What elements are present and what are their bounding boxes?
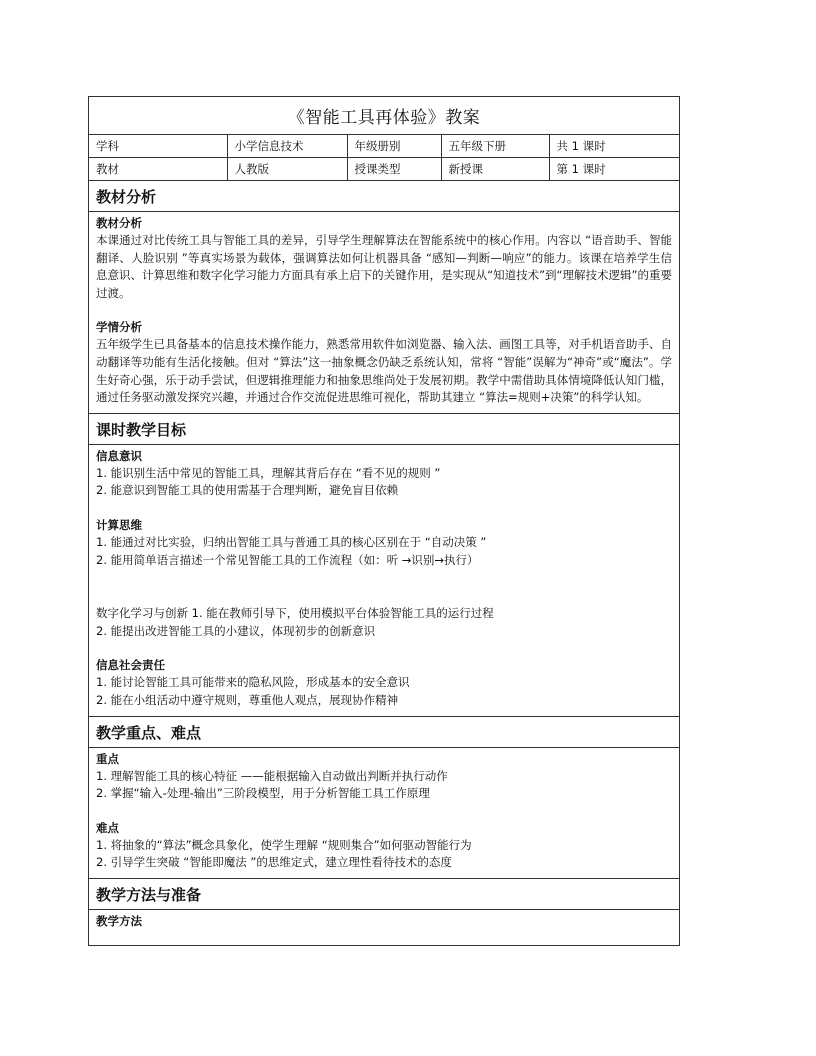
section-heading-methods: 教学方法与准备 <box>89 879 679 910</box>
subheading-learner: 学情分析 <box>96 320 142 335</box>
subheading-social-responsibility: 信息社会责任 <box>96 658 165 673</box>
subheading-info-awareness: 信息意识 <box>96 448 142 463</box>
table-row <box>89 135 679 158</box>
list-item: 1. 能通过对比实验，归纳出智能工具与普通工具的核心区别在于 “自动决策 ” <box>96 534 487 549</box>
table-row <box>89 158 679 181</box>
subheading-key-points: 重点 <box>96 751 119 766</box>
section-heading-keypoints: 教学重点、难点 <box>89 717 679 748</box>
list-item: 2. 能提出改进智能工具的小建议，体现初步的创新意识 <box>96 623 376 638</box>
list-item: 1. 能识别生活中常见的智能工具，理解其背后存在 “看不见的规则 ” <box>96 465 441 480</box>
table-cell: 新授课 <box>441 158 549 181</box>
table-cell: 小学信息技术 <box>227 135 347 158</box>
table-cell: 第 1 课时 <box>549 158 679 181</box>
list-item: 2. 掌握“输入-处理-输出”三阶段模型，用于分析智能工具工作原理 <box>96 786 430 801</box>
subheading-computational-thinking: 计算思维 <box>96 517 142 532</box>
course-info-table <box>89 135 679 181</box>
list-item: 2. 能在小组活动中遵守规则，尊重他人观点，展现协作精神 <box>96 692 399 707</box>
document-title: 《智能工具再体验》教案 <box>89 97 679 135</box>
table-cell: 人教版 <box>227 158 347 181</box>
list-item: 2. 引导学生突破 “智能即魔法 ”的思维定式，建立理性看待技术的态度 <box>96 855 452 870</box>
subheading-difficult-points: 难点 <box>96 820 119 835</box>
section-heading-analysis: 教材分析 <box>89 181 679 212</box>
list-item: 2. 能意识到智能工具的使用需基于合理判断，避免盲目依赖 <box>96 483 399 498</box>
section-body-methods <box>89 910 679 936</box>
table-cell: 教材 <box>89 158 227 181</box>
table-cell: 五年级下册 <box>441 135 549 158</box>
section-body-analysis <box>89 212 679 414</box>
list-item: 1. 将抽象的“算法”概念具象化，使学生理解 “规则集合”如何驱动智能行为 <box>96 837 472 852</box>
section-body-goals <box>89 445 679 717</box>
table-cell: 授课类型 <box>347 158 441 181</box>
list-item: 1. 理解智能工具的核心特征 ——能根据输入自动做出判断并执行动作 <box>96 768 448 783</box>
subheading-material: 教材分析 <box>96 216 142 230</box>
section-heading-goals: 课时教学目标 <box>89 414 679 445</box>
table-cell: 共 1 课时 <box>549 135 679 158</box>
list-item: 数字化学习与创新 1. 能在教师引导下，使用模拟平台体验智能工具的运行过程 <box>96 606 494 621</box>
paragraph-learner: 五年级学生已具备基本的信息技术操作能力，熟悉常用软件如浏览器、输入法、画图工具等，对手机语音助手、自动翻译等功能有生活化接触。但对 “算法”这一抽象概念仍缺乏系统认知，常将 “智能”误解为“神奇”或“魔法”。学生好奇心强，乐于动手尝试，但逻辑推理能力和抽象思维尚处于发展初期。教学中需借助具体情境降低认知门槛，通过任务驱动激发探究兴趣，并通过合作交流促进思维可视化，帮助其建立 “算法=规则+决策”的科学认知。 <box>96 337 672 405</box>
list-item: 2. 能用简单语言描述一个常见智能工具的工作流程（如：听 →识别→执行） <box>96 552 479 567</box>
subheading-teaching-methods: 教学方法 <box>96 913 142 928</box>
paragraph-material: 本课通过对比传统工具与智能工具的差异，引导学生理解算法在智能系统中的核心作用。内容以 “语音助手、智能翻译、人脸识别 ”等真实场景为载体，强调算法如何让机器具备 “感知—判断—响应”的能力。该课在培养学生信息意识、计算思维和数字化学习能力方面具有承上启下的关键作用，是实现从“知道技术”到“理解技术逻辑”的重要过渡。 <box>96 233 672 300</box>
list-item: 1. 能讨论智能工具可能带来的隐私风险，形成基本的安全意识 <box>96 675 410 690</box>
section-body-keypoints <box>89 748 679 879</box>
table-cell: 年级册别 <box>347 135 441 158</box>
lesson-plan-document <box>88 96 680 946</box>
table-cell: 学科 <box>89 135 227 158</box>
